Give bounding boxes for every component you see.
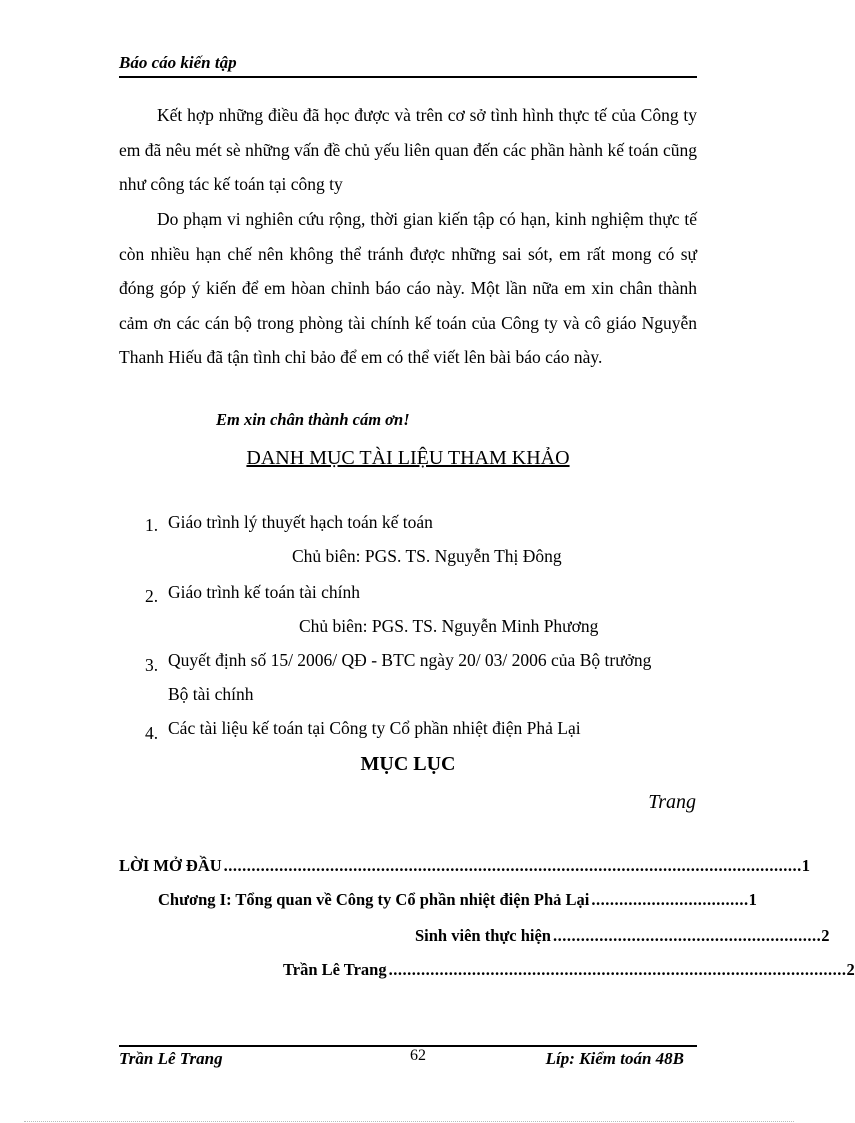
reference-text: Giáo trình lý thuyết hạch toán kế toán [168,512,433,532]
toc-title: MỤC LỤC [360,753,456,775]
toc-page-label: Trang [648,791,696,813]
toc-entry-page: 2 [846,960,855,979]
toc-leader-dots: .................................. [591,890,749,909]
reference-number: 1. [145,515,159,535]
paragraph-conclusion: Kết hợp những điều đã học được và trên cơ sở tình hình thực tế của Công ty em đã nêu mét sè những vấn đề chủ yếu liên quan đến các phần hành kế toán cũng như công tác kế toán tại công ty [119,105,697,195]
footer-author: Trần Lê Trang [119,1049,223,1068]
reference-text: Quyết định số 15/ 2006/ QĐ - BTC ngày 20/ 03/ 2006 của Bộ trưởng [168,650,652,670]
toc-entry-label: Trần Lê Trang [283,960,387,979]
reference-number: 4. [145,723,159,743]
toc-entry-page: 2 [821,926,830,945]
references-title: DANH MỤC TÀI LIỆU THAM KHẢO [246,447,570,469]
reference-continuation: Bộ tài chính [168,684,254,704]
page-bottom-divider [24,1121,794,1122]
header-title: Báo cáo kiến tập [119,53,237,72]
toc-entry-page: 1 [801,856,811,875]
footer-class: Líp: Kiểm toán 48B [545,1049,684,1068]
toc-entry[interactable] [158,890,757,910]
page-number: 62 [410,1047,426,1064]
toc-entry[interactable] [415,926,830,946]
reference-number: 3. [145,655,159,675]
reference-text: Các tài liệu kế toán tại Công ty Cổ phần nhiệt điện Phả Lại [168,718,581,738]
toc-entry-label: Chương I: Tổng quan về Công ty Cổ phần nhiệt điện Phả Lại [158,890,590,909]
page-header [119,50,697,78]
reference-number: 2. [145,586,159,606]
toc-entry[interactable] [119,856,811,876]
reference-editor: Chủ biên: PGS. TS. Nguyễn Thị Đông [292,546,562,566]
toc-entry-page: 1 [748,890,757,909]
toc-leader-dots: ................................................................................................... [388,960,847,979]
reference-editor: Chủ biên: PGS. TS. Nguyễn Minh Phương [299,616,599,636]
thanks-line: Em xin chân thành cám ơn! [216,410,410,429]
toc-entry-label: LỜI MỞ ĐẦU [119,856,222,875]
paragraph-acknowledgement: Do phạm vi nghiên cứu rộng, thời gian kiến tập có hạn, kinh nghiệm thực tế còn nhiều hạn chế nên không thể tránh được những sai sót, em rất mong có sự đóng góp ý kiến để em hòan chỉnh báo cáo này. Một lần nữa em xin chân thành cảm ơn các cán bộ trong phòng tài chính kế toán của Công ty và cô giáo Nguyễn Thanh Hiếu đã tận tình chỉ bảo để em có thể viết lên bài báo cáo này. [119,209,697,368]
toc-leader-dots: ............................................................................................................................. [223,856,802,875]
toc-leader-dots: .......................................................... [552,926,822,945]
toc-entry-label: Sinh viên thực hiện [415,926,551,945]
toc-entry[interactable] [283,960,855,980]
reference-text: Giáo trình kế toán tài chính [168,582,360,602]
